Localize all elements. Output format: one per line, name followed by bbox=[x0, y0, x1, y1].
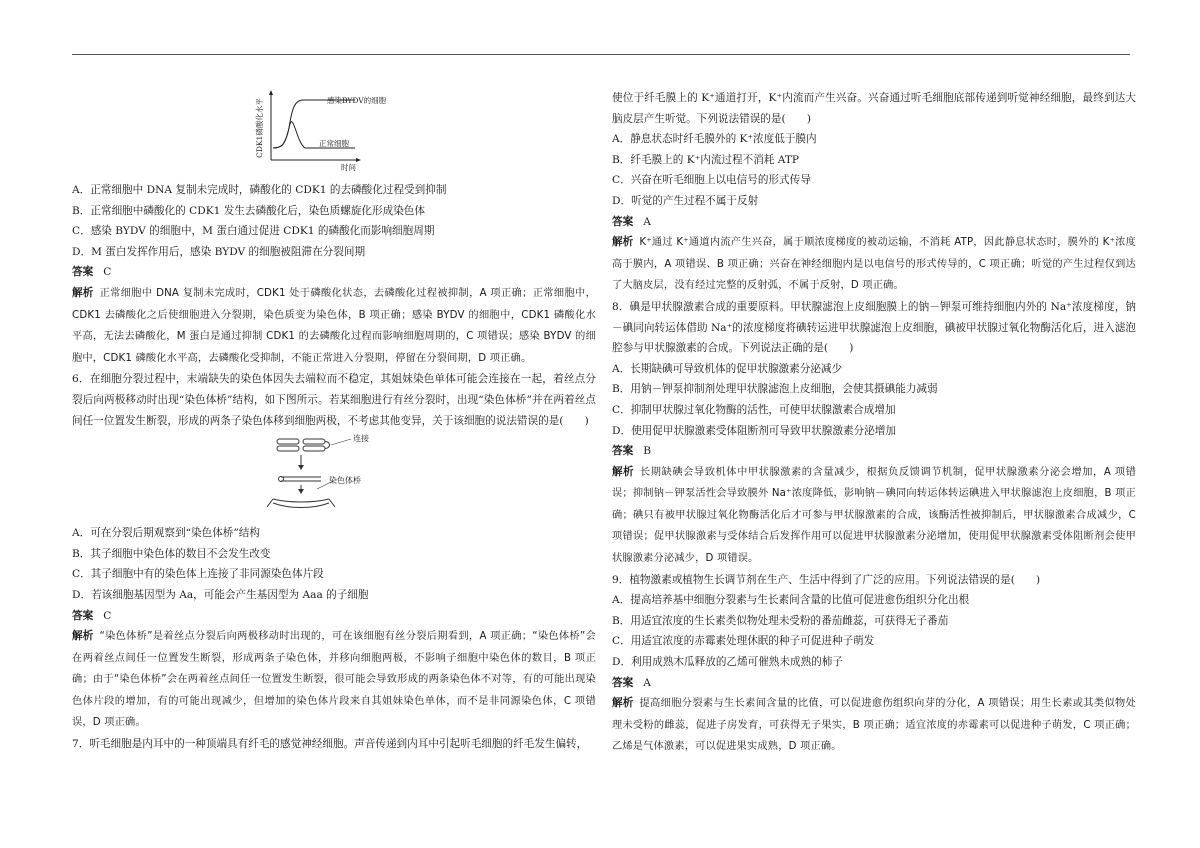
cdk1-curve-figure bbox=[249, 88, 419, 174]
q6-analysis: 解析 “染色体桥”是着丝点分裂后向两极移动时出现的，可在该细胞有丝分裂后期看到，A 项正确；“染色体桥”会在两着丝点间任一位置发生断裂，形成两条子染色体，并移向细胞两极，不影响子细胞中染色体的数目，B 项正确；由于“染色体桥”会在两着丝点间任一位置发生断裂，很可能会导致形成的两条染色体不对等，有的可能出现染色体片段的增加，有的可能出现减少，但增加的染色体片段来自其姐妹染色单体，而不是非同源染色体，C 项错误，D 项正确。 bbox=[72, 630, 596, 729]
q7-answer: 答案 A bbox=[612, 215, 651, 228]
q8-option-d: D．使用促甲状腺激素受体阻断剂可导致甲状腺激素分泌增加 bbox=[612, 424, 896, 437]
q6-option-a: A．可在分裂后期观察到“染色体桥”结构 bbox=[72, 527, 260, 540]
left-column bbox=[72, 88, 596, 755]
figure-xlabel: 时间 bbox=[341, 163, 356, 172]
q7-option-b: B．纤毛膜上的 K⁺内流过程不消耗 ATP bbox=[612, 153, 800, 166]
q8-stem: 8．碘是甲状腺激素合成的重要原料。甲状腺滤泡上皮细胞膜上的钠－钾泵可维持细胞内外的 Na⁺浓度梯度，钠－碘同向转运体借助 Na⁺的浓度梯度将碘转运进甲状腺滤泡上皮细胞，碘被甲状腺过氧化物酶活化后，进入滤泡腔参与甲状腺激素的合成。下列说法正确的是( ) bbox=[612, 300, 1136, 355]
right-column bbox=[612, 88, 1136, 758]
q7-analysis: 解析 K⁺通过 K⁺通道内流产生兴奋，属于顺浓度梯度的被动运输，不消耗 ATP，因此静息状态时，膜外的 K⁺浓度高于膜内，A 项错误、B 项正确；兴奋在神经细胞内是以电信号的形式传导的，C 项正确；听觉的产生过程仅到达了大脑皮层，没有经过完整的反射弧，不属于反射，D 项正确。 bbox=[612, 236, 1137, 292]
label-connection: 连接 bbox=[353, 434, 369, 444]
label-infected-cell: 感染BYDV的细胞 bbox=[327, 96, 387, 105]
q9-stem: 9．植物激素或植物生长调节剂在生产、生活中得到了广泛的应用。下列说法错误的是( ) bbox=[612, 573, 1041, 586]
q6-option-b: B．其子细胞中染色体的数目不会发生改变 bbox=[72, 547, 271, 560]
q6-option-d: D．若该细胞基因型为 Aa，可能会产生基因型为 Aaa 的子细胞 bbox=[72, 588, 369, 601]
label-chromosome-bridge: 染色体桥 bbox=[329, 476, 361, 486]
q8-analysis: 解析 长期缺碘会导致机体中甲状腺激素的含量减少，根据负反馈调节机制，促甲状腺激素分泌会增加，A 项错误；抑制钠－钾泵活性会导致膜外 Na⁺浓度降低，影响钠－碘同向转运体转运碘进入甲状腺滤泡上皮细胞，B 项正确；碘只有被甲状腺过氧化物酶活化后才可参与甲状腺激素的合成，该酶活性被抑制后，甲状腺激素合成减少，C 项错误；促甲状腺激素与受体结合后发挥作用可以促进甲状腺激素分泌增加，使用促甲状腺激素受体阻断剂会使甲状腺激素分泌减少，D 项错误。 bbox=[612, 465, 1137, 565]
q6-option-c: C．其子细胞中有的染色体上连接了非同源染色体片段 bbox=[72, 568, 324, 581]
q9-answer: 答案 A bbox=[612, 676, 651, 689]
q5-analysis: 解析 正常细胞中 DNA 复制未完成时，CDK1 处于磷酸化状态，去磷酸化过程被抑制，A 项正确；正常细胞中，CDK1 去磷酸化之后使细胞进入分裂期，染色质变为染色体，B 项正确；感染 BYDV 的细胞中，CDK1 磷酸化水平高，无法去磷酸化，M 蛋白是通过抑制 CDK1 的去磷酸化过程而影响细胞周期的，C 项错误；感染 BYDV 的细胞中，CDK1 磷酸化水平高，去磷酸化受抑制，不能正常进入分裂期，停留在分裂间期，D 项正确。 bbox=[72, 286, 596, 364]
q6-answer: 答案 C bbox=[72, 609, 112, 622]
label-normal-cell: 正常细胞 bbox=[319, 139, 349, 148]
q5-option-b: B．正常细胞中磷酸化的 CDK1 发生去磷酸化后，染色质螺旋化形成染色体 bbox=[72, 204, 425, 217]
chromosome-bridge-figure bbox=[259, 433, 409, 517]
q7-stem-part1: 7．听毛细胞是内耳中的一种顶端具有纤毛的感觉神经细胞。声音传递到内耳中引起听毛细胞的纤毛发生偏转， bbox=[72, 738, 588, 751]
q5-answer: 答案 C bbox=[72, 266, 112, 279]
q8-option-b: B．用钠－钾泵抑制剂处理甲状腺滤泡上皮细胞，会使其摄碘能力减弱 bbox=[612, 383, 938, 396]
figure-ylabel: CDK1磷酸化水平 bbox=[255, 98, 264, 158]
q7-stem-part2: 使位于纤毛膜上的 K⁺通道打开，K⁺内流而产生兴奋。兴奋通过听毛细胞底部传递到听觉神经细胞，最终到达大脑皮层产生听觉。下列说法错误的是( ) bbox=[612, 92, 1136, 125]
q6-stem: 6．在细胞分裂过程中，末端缺失的染色体因失去端粒而不稳定，其姐妹染色单体可能会连接在一起，着丝点分裂后向两极移动时出现“染色体桥”结构，如下图所示。若某细胞进行有丝分裂时，出现“染色体桥”并在两着丝点间任一位置发生断裂，形成的两条子染色体移到细胞两极，不考虑其他变异，关于该细胞的说法错误的是( ) bbox=[72, 373, 596, 427]
q9-option-c: C．用适宜浓度的赤霉素处理休眠的种子可促进种子萌发 bbox=[612, 635, 875, 648]
q9-option-b: B．用适宜浓度的生长素类似物处理未受粉的番茄雌蕊，可获得无子番茄 bbox=[612, 614, 949, 627]
q9-option-a: A．提高培养基中细胞分裂素与生长素间含量的比值可促进愈伤组织分化出根 bbox=[612, 594, 970, 607]
q5-option-c: C．感染 BYDV 的细胞中，M 蛋白通过促进 CDK1 的磷酸化而影响细胞周期 bbox=[72, 225, 435, 238]
q8-option-c: C．抑制甲状腺过氧化物酶的活性，可使甲状腺激素合成增加 bbox=[612, 403, 896, 416]
q8-option-a: A．长期缺碘可导致机体的促甲状腺激素分泌减少 bbox=[612, 362, 843, 375]
header-rule bbox=[72, 54, 1130, 55]
q5-option-d: D．M 蛋白发挥作用后，感染 BYDV 的细胞被阻滞在分裂间期 bbox=[72, 245, 366, 258]
q8-answer: 答案 B bbox=[612, 445, 651, 458]
q9-option-d: D．利用成熟木瓜释放的乙烯可催熟未成熟的柿子 bbox=[612, 656, 843, 669]
q9-analysis: 解析 提高细胞分裂素与生长素间含量的比值，可以促进愈伤组织向芽的分化，A 项错误；用生长素或其类似物处理未受粉的雌蕊，促进子房发育，可获得无子果实，B 项正确；适宜浓度的赤霉素可以促进种子萌发，C 项正确；乙烯是气体激素，可以促进果实成熟，D 项正确。 bbox=[612, 697, 1137, 753]
q7-option-a: A．静息状态时纤毛膜外的 K⁺浓度低于膜内 bbox=[612, 133, 817, 146]
q7-option-d: D．听觉的产生过程不属于反射 bbox=[612, 194, 759, 207]
q5-option-a: A．正常细胞中 DNA 复制未完成时，磷酸化的 CDK1 的去磷酸化过程受到抑制 bbox=[72, 184, 447, 196]
q7-option-c: C．兴奋在听毛细胞上以电信号的形式传导 bbox=[612, 174, 811, 187]
